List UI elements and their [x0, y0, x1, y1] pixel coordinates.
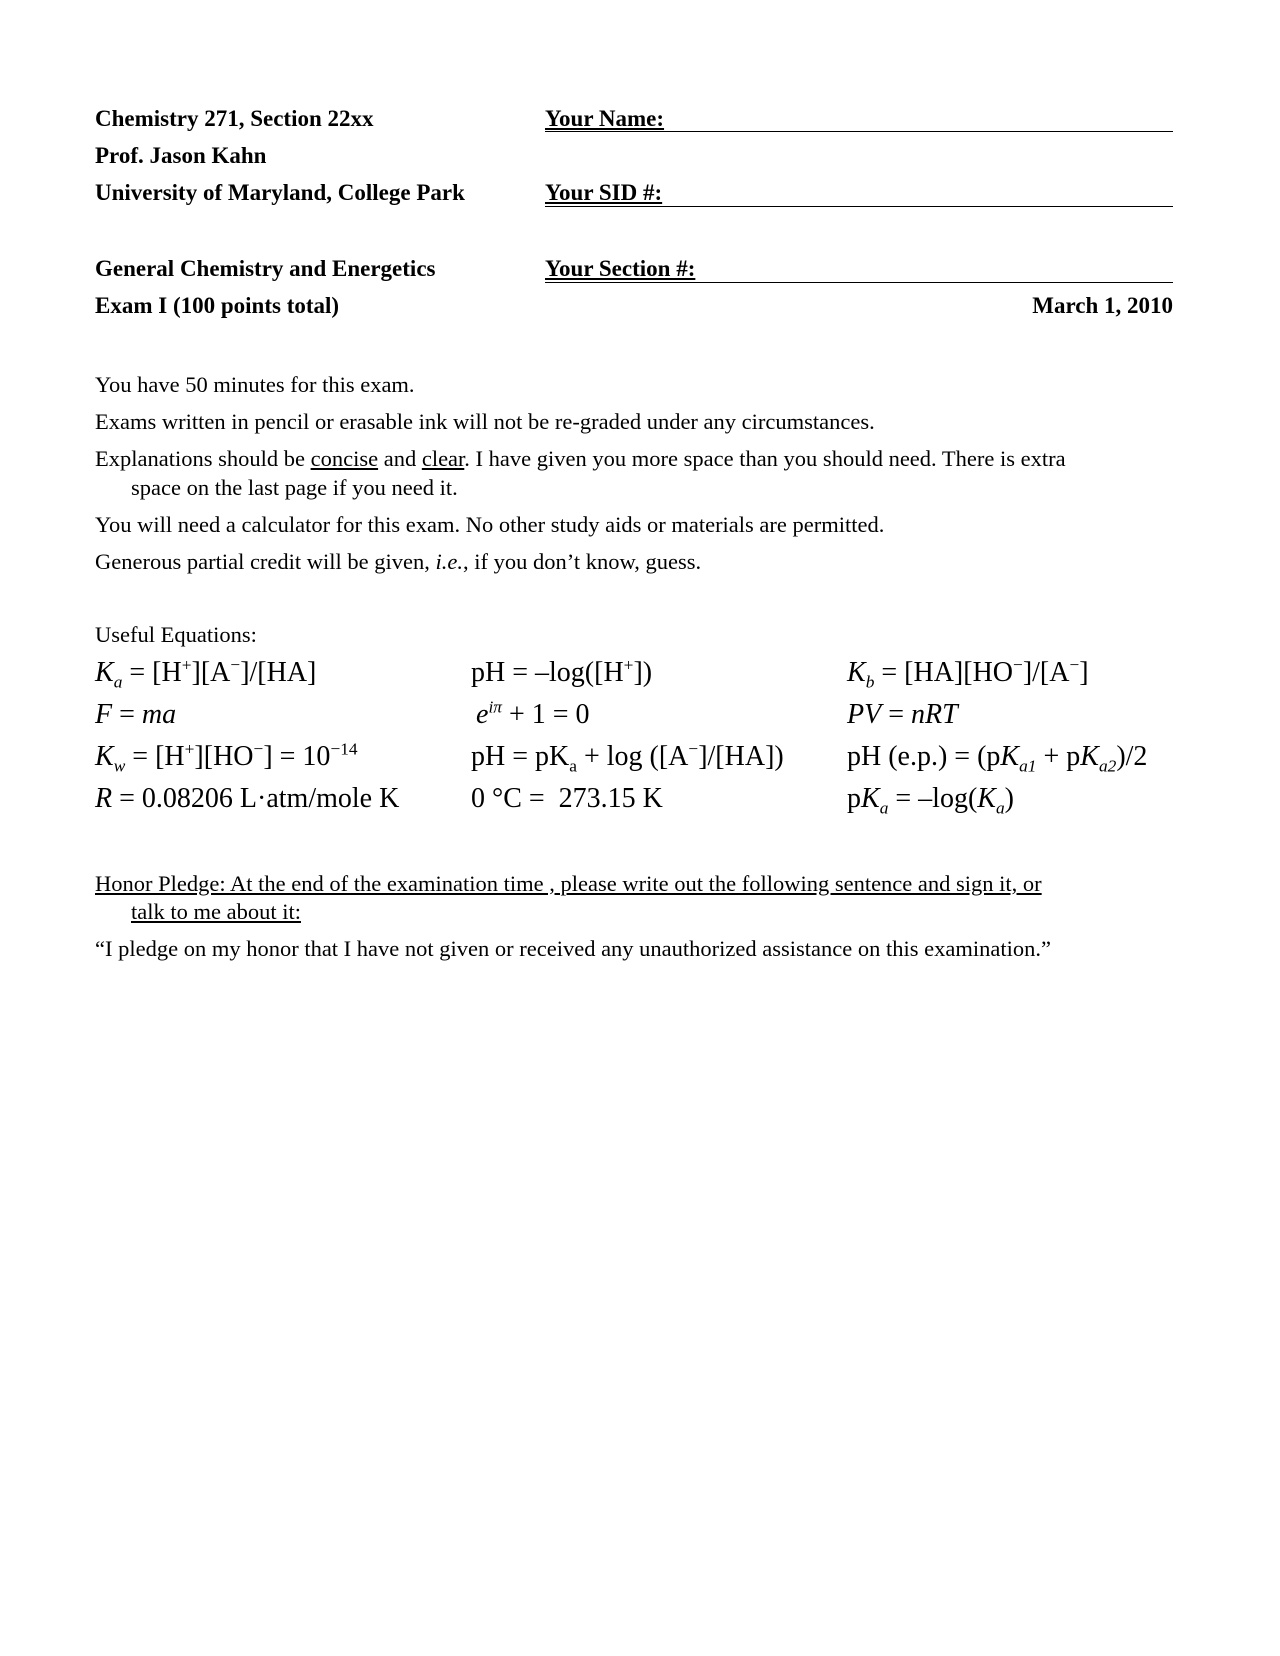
sid-label: Your SID #: — [545, 180, 663, 205]
equation-euler: $e^{i\pi} + 1 = 0$ — [476, 697, 590, 730]
equation-ka: $K_a = [H^+][A^-]/[HA]$ — [95, 655, 317, 692]
equation-henderson: pH = $pK_a + \log ([A^-]/[HA])$ — [471, 739, 784, 776]
equation-force: F = ma — [95, 699, 177, 730]
equation-kb: $K_b = [HA][HO^-]/[A^-]$ — [847, 655, 1089, 692]
section-label: Your Section #: — [545, 256, 696, 281]
instruction-ink: Exams written in pencil or erasable ink will not be re-graded under any circumstances. — [95, 409, 875, 434]
equation-ph: pH = –log([H+]) — [471, 655, 653, 688]
name-label: Your Name: — [545, 106, 665, 131]
equation-pka: $pK_a = -\log(K_a)$ — [847, 783, 1014, 818]
section-field[interactable] — [545, 282, 1173, 283]
equation-ideal-gas: PV = nRT — [847, 699, 958, 730]
equation-kelvin: 0 °C = 273.15 K — [471, 783, 663, 814]
course-title: Chemistry 271, Section 22xx — [95, 106, 374, 131]
instruction-explanations-cont: space on the last page if you need it. — [131, 475, 458, 500]
instruction-credit: Generous partial credit will be given, i.e., if you don’t know, guess. — [95, 549, 702, 574]
name-field[interactable] — [545, 131, 1173, 132]
professor-name: Prof. Jason Kahn — [95, 143, 267, 168]
sid-field[interactable] — [545, 206, 1173, 207]
honor-pledge-instruction: Honor Pledge: At the end of the examination time , please write out the following sentence and sign it, or — [95, 871, 1042, 896]
instruction-explanations: Explanations should be concise and clear. I have given you more space than you should need. There is extra — [95, 446, 1066, 471]
instruction-time: You have 50 minutes for this exam. — [95, 372, 415, 397]
exam-title: Exam I (100 points total) — [95, 293, 340, 318]
university-name: University of Maryland, College Park — [95, 180, 465, 205]
equations-heading: Useful Equations: — [95, 622, 257, 647]
honor-pledge-instruction-cont: talk to me about it: — [131, 899, 301, 924]
honor-pledge-quote: “I pledge on my honor that I have not given or received any unauthorized assistance on this examination.” — [95, 936, 1051, 961]
exam-date: March 1, 2010 — [1032, 293, 1173, 318]
equation-kw: $K_w = [H^+][HO^-] = 10^{-14}$ — [95, 739, 358, 776]
instruction-calculator: You will need a calculator for this exam. No other study aids or materials are permitted. — [95, 512, 885, 537]
subject-title: General Chemistry and Energetics — [95, 256, 436, 281]
equation-endpoint: pH $(e.p.) = (pK_{a1} + pK_{a2})/2$ — [847, 741, 1148, 776]
equation-gas-constant: R = 0.08206 L·atm/mole K — [95, 783, 400, 814]
